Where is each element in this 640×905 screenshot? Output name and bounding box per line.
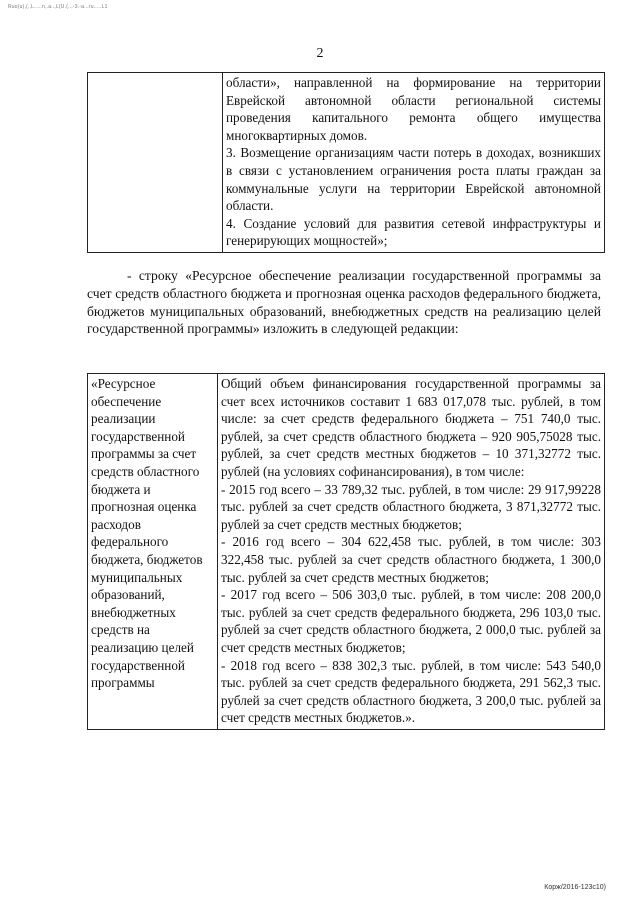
document-code: Корж/2016-123с10) [544,884,606,891]
page-number: 2 [316,46,324,61]
year-2016-paragraph: - 2016 год всего – 304 622,458 тыс. рублей, в том числе: 303 322,458 тыс. рублей за счет средств областного бюджета, 1 300,0 тыс. рублей за счет средств местных бюджетов; [221,534,601,585]
table-right-cell [223,73,605,253]
year-2015-paragraph: - 2015 год всего – 33 789,32 тыс. рублей, в том числе: 29 917,99228 тыс. рублей за счет средств областного бюджета, 3 871,32772 тыс. рублей за счет средств местных бюджетов; [221,481,601,532]
total-funding-paragraph: Общий объем финансирования государственной программы за счет всех источников составит 1 683 017,078 тыс. рублей, в том числе: за счет средств федерального бюджета – 751 740,0 тыс. рублей, за счет средств областного бюджета – 920 905,75028 тыс. рублей, за счет средств местных бюджетов – 10 371,32772 тыс. рублей (на условиях софинансирования), в том числе: [221,376,601,479]
task-paragraph-1: области», направленной на формирование на территории Еврейской автономной области региональной системы проведения капитального ремонта общего имущества многоквартирных домов. [226,75,601,143]
fax-header-line: Ruo(u),(.,L.....n,.a..,L(U.(...-3.-a...ru.....L1 [8,4,108,10]
task-paragraph-4: 4. Создание условий для развития сетевой инфраструктуры и генерирующих мощностей»; [226,215,601,249]
amendment-instruction: - строку «Ресурсное обеспечение реализации государственной программы за счет средств областного бюджета и прогнозная оценка расходов федерального бюджета, бюджетов муниципальных образований, внебюджетных средств на реализацию целей государственной программы» изложить в следующей редакции: [87,268,601,337]
resource-row-content [218,374,605,730]
table-row [88,374,605,730]
continuation-table [87,72,605,253]
task-paragraph-3: 3. Возмещение организациям части потерь в доходах, возникших в связи с установлением ограничения роста платы граждан за коммунальные услуги на территории Еврейской автономной области. [226,145,601,214]
resource-row-label: «Ресурсное обеспечение реализации государственной программы за счет средств областного бюджета и прогнозная оценка расходов федерального бюджета, бюджетов муниципальных образований, внебюджетных средств на реализацию целей государственной программы [88,374,218,730]
table-row [88,73,605,253]
resource-table [87,373,605,730]
table-left-cell-empty [88,73,223,253]
year-2018-paragraph: - 2018 год всего – 838 302,3 тыс. рублей, в том числе: 543 540,0 тыс. рублей за счет средств федерального бюджета, 291 562,3 тыс. рублей за счет средств областного бюджета, 3 200,0 тыс. рублей за счет средств местных бюджетов.». [221,657,601,726]
year-2017-paragraph: - 2017 год всего – 506 303,0 тыс. рублей, в том числе: 208 200,0 тыс. рублей за счет средств федерального бюджета, 296 103,0 тыс. рублей за счет средств областного бюджета, 2 000,0 тыс. рублей за счет средств местных бюджетов; [221,587,601,655]
